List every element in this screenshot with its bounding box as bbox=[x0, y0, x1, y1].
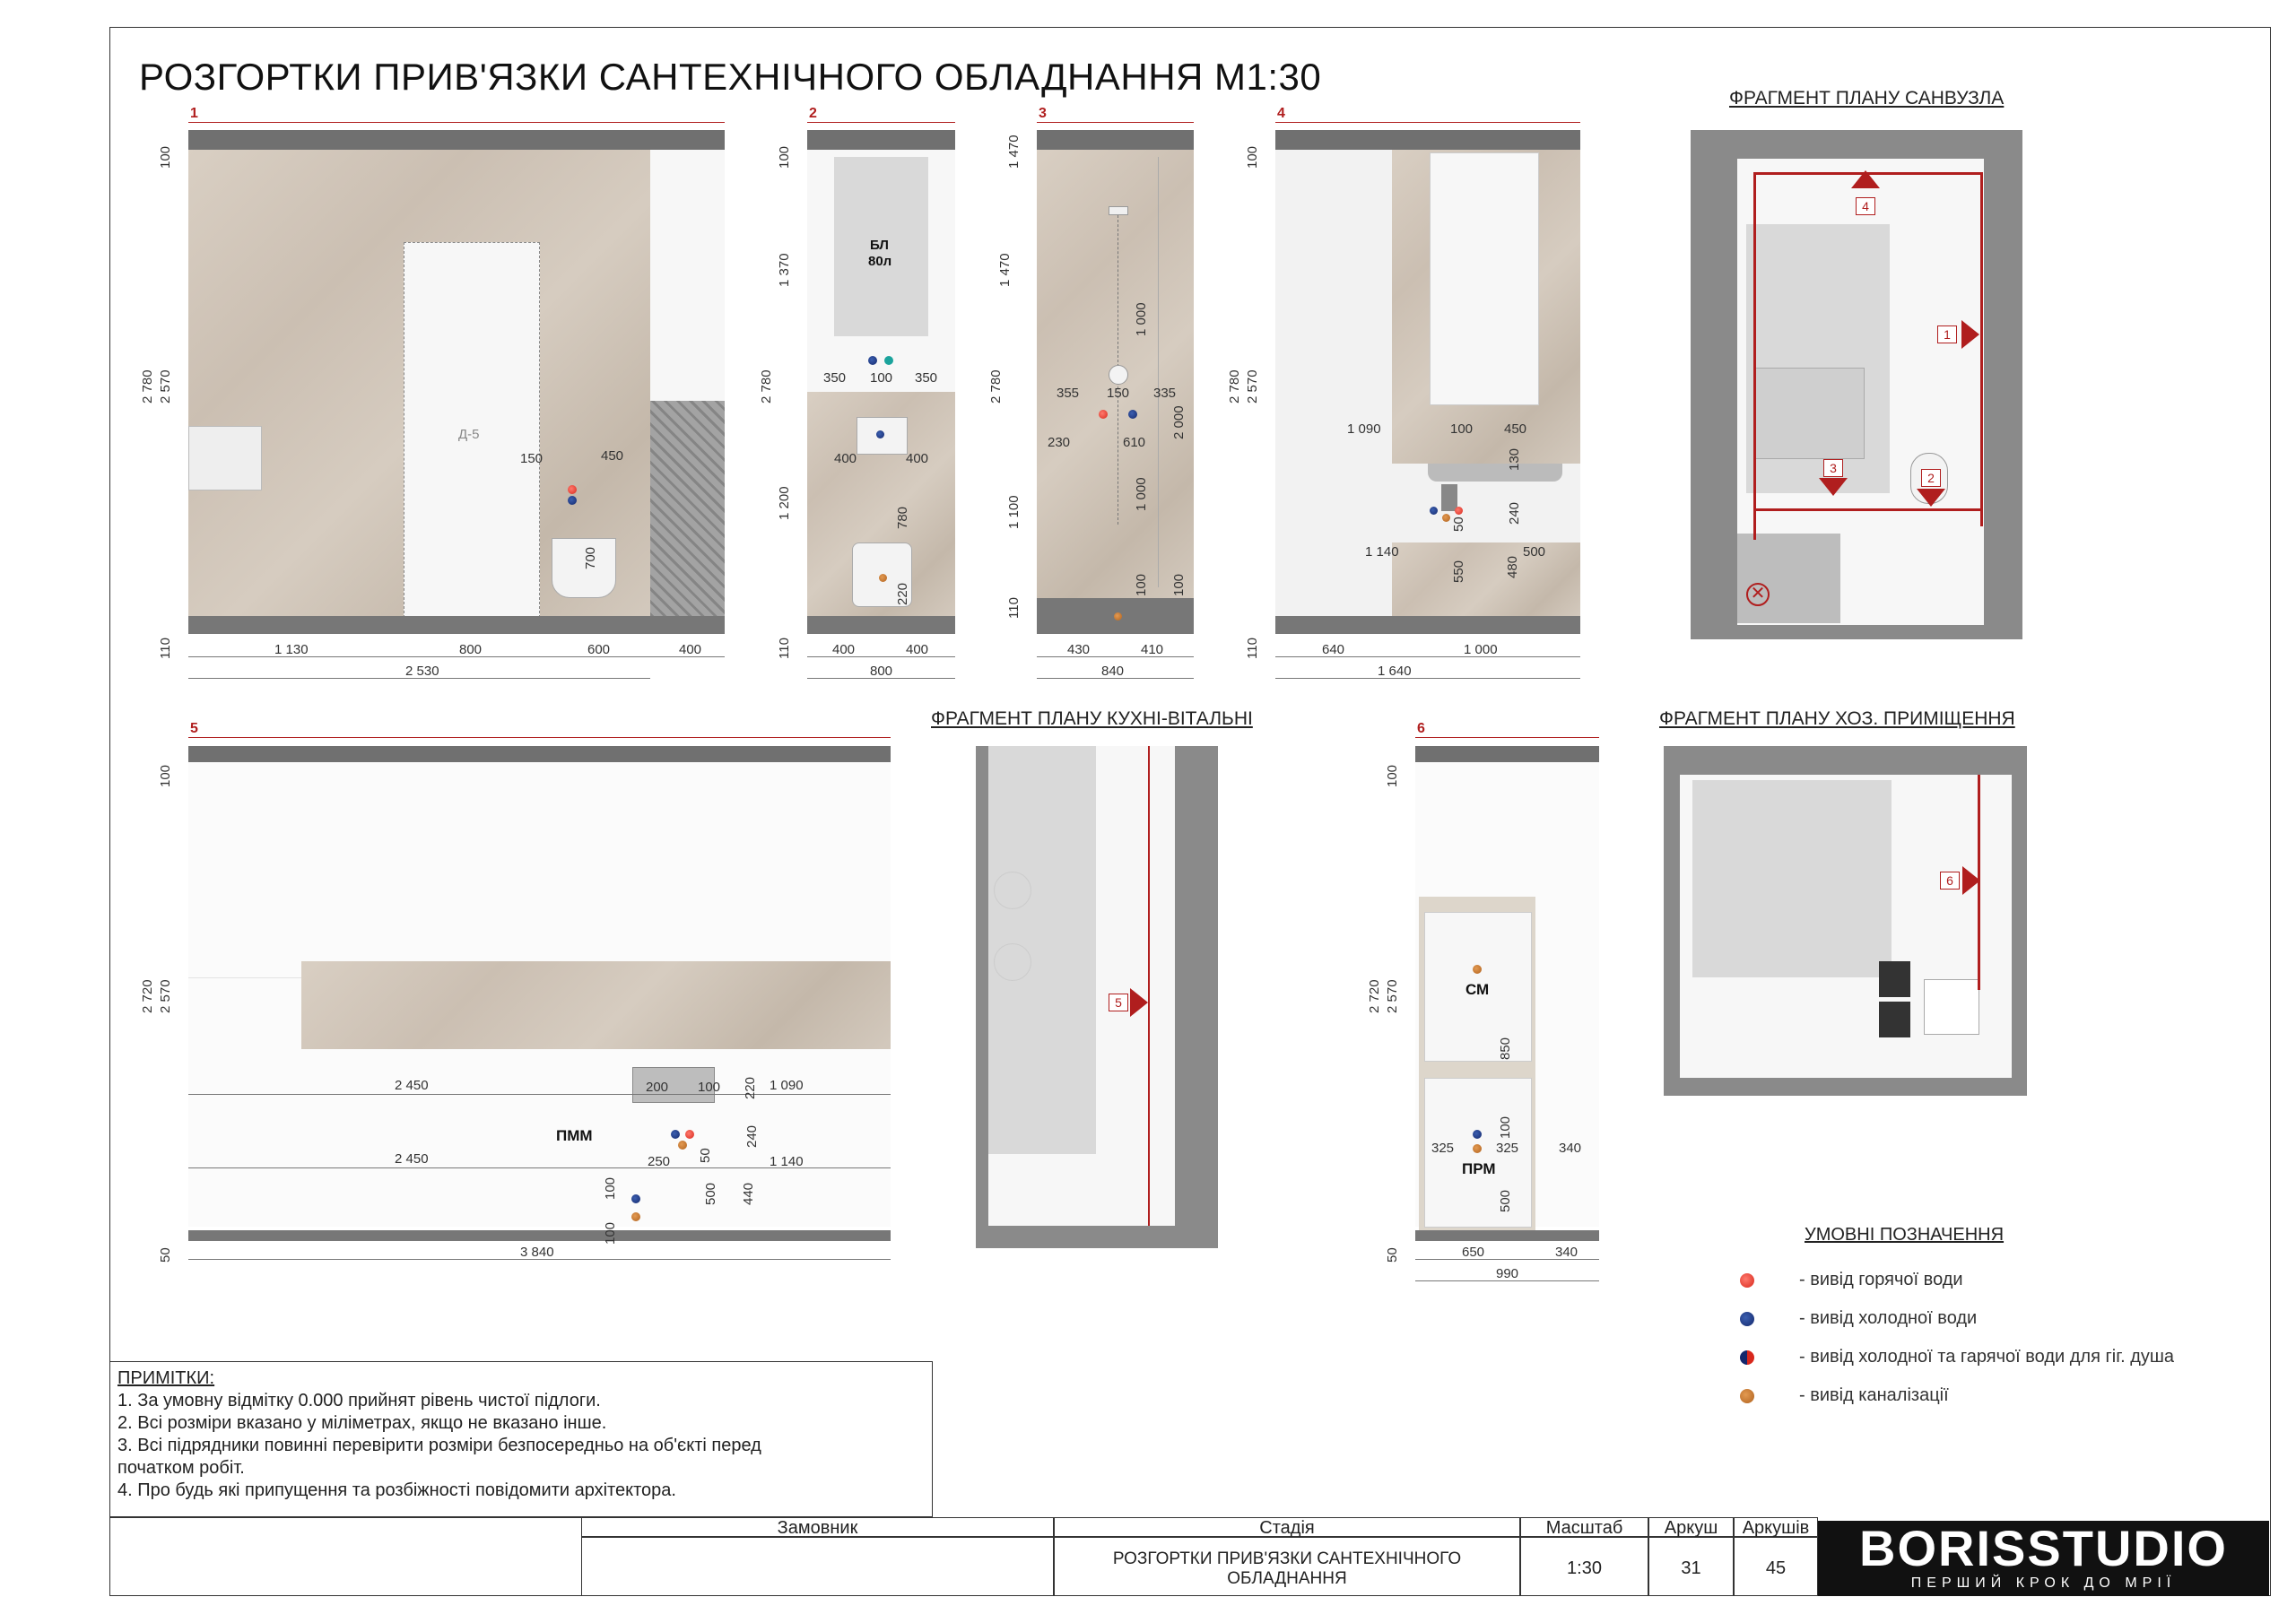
cold-water-outlet bbox=[631, 1194, 640, 1203]
e1-dim-400: 400 bbox=[679, 642, 702, 657]
boiler-outlet bbox=[884, 356, 893, 365]
e2-dim-800: 800 bbox=[870, 664, 893, 679]
legend-cold-label: - вивід холодної води bbox=[1799, 1308, 1978, 1328]
legend-sewer-label: - вивід каналізації bbox=[1799, 1385, 1949, 1405]
boiler-volume: 80л bbox=[868, 254, 892, 269]
e5-dim-2720: 2 720 bbox=[140, 979, 155, 1013]
e6-dim-2720: 2 720 bbox=[1367, 979, 1382, 1013]
ceiling-slab bbox=[1415, 746, 1599, 762]
dim-450: 450 bbox=[601, 448, 624, 464]
elevation-2 bbox=[807, 130, 955, 641]
dim-100b: 100 bbox=[1171, 573, 1187, 596]
boiler bbox=[834, 157, 928, 336]
dim-200: 200 bbox=[646, 1080, 669, 1095]
view-arrow-6 bbox=[1962, 866, 1980, 895]
dim-220: 220 bbox=[743, 1076, 758, 1099]
dim-240: 240 bbox=[1507, 501, 1522, 525]
floor-slab bbox=[1415, 1230, 1599, 1241]
dimline bbox=[1275, 656, 1580, 657]
plan-bathroom bbox=[1691, 130, 2022, 639]
e3-dim-1470b: 1 470 bbox=[997, 253, 1013, 287]
e4-dim-1000: 1 000 bbox=[1464, 642, 1498, 657]
washbasin bbox=[1428, 464, 1562, 482]
dim-150: 150 bbox=[520, 451, 544, 466]
dim-350a: 350 bbox=[823, 370, 847, 386]
e6-dim-340: 340 bbox=[1555, 1245, 1578, 1260]
view-arrow-3 bbox=[1819, 478, 1848, 496]
hot-water-outlet bbox=[1455, 507, 1463, 515]
note-line: 4. Про будь які припущення та розбіжності повідомити архітектора. bbox=[117, 1480, 676, 1500]
sewer-outlet bbox=[678, 1141, 687, 1150]
dim-130: 130 bbox=[1507, 447, 1522, 471]
e5-dim-3840: 3 840 bbox=[520, 1245, 554, 1260]
e2-dim-400b: 400 bbox=[906, 642, 929, 657]
e2-dim-100: 100 bbox=[777, 145, 792, 169]
sewer-outlet bbox=[631, 1212, 640, 1221]
e3-dim-110: 110 bbox=[1006, 597, 1022, 619]
lower-tile bbox=[1392, 542, 1580, 616]
plan-title-kitchen: ФРАГМЕНТ ПЛАНУ КУХНІ-ВІТАЛЬНІ bbox=[931, 708, 1253, 729]
e3-dim-430: 430 bbox=[1067, 642, 1091, 657]
dim-480: 480 bbox=[1505, 555, 1520, 578]
sewer-outlet bbox=[1473, 965, 1482, 974]
dim-1000a: 1 000 bbox=[1134, 302, 1149, 336]
legend-mix-label: - вивід холодної та гарячої води для гіг. душа bbox=[1799, 1347, 2175, 1367]
vanity bbox=[188, 426, 262, 490]
view-underline-1 bbox=[188, 122, 725, 123]
dimline bbox=[1037, 656, 1194, 657]
plan-utility bbox=[1664, 746, 2027, 1096]
ceiling-slab bbox=[188, 130, 725, 150]
dim-850: 850 bbox=[1498, 1037, 1513, 1060]
dim-50: 50 bbox=[1451, 516, 1466, 532]
appliance-icon bbox=[1879, 961, 1910, 997]
view-marker-6: 6 bbox=[1940, 872, 1960, 890]
riser-icon: ✕ bbox=[1746, 583, 1770, 606]
ceiling-slab bbox=[1275, 130, 1580, 150]
sewer-outlet bbox=[879, 574, 887, 582]
e3-dim-2780: 2 780 bbox=[988, 369, 1004, 404]
tb-sheet-value: 31 bbox=[1681, 1558, 1701, 1578]
e1-dim-1130: 1 130 bbox=[274, 642, 309, 657]
sewer-outlet bbox=[1114, 612, 1122, 621]
hot-water-outlet bbox=[568, 485, 577, 494]
e6-dim-650: 650 bbox=[1462, 1245, 1485, 1260]
e1-dim-800: 800 bbox=[459, 642, 483, 657]
e4-dim-100: 100 bbox=[1245, 145, 1260, 169]
tb-stage-head: Стадія bbox=[1259, 1518, 1315, 1538]
dim-100: 100 bbox=[870, 370, 893, 386]
logo-tagline: ПЕРШИЙ КРОК ДО МРІЇ bbox=[1910, 1575, 2177, 1591]
e2-dim-110: 110 bbox=[777, 638, 792, 659]
tb-customer-cell bbox=[581, 1537, 1054, 1596]
boiler-label: БЛ bbox=[870, 238, 889, 253]
dim-340a: 340 bbox=[1559, 1141, 1582, 1156]
logo-name: BORISSTUDIO bbox=[1859, 1520, 2228, 1576]
e1-dim-600: 600 bbox=[587, 642, 611, 657]
legend-sewer-icon bbox=[1740, 1389, 1754, 1403]
tb-sheet-head: Аркуш bbox=[1664, 1518, 1718, 1538]
shower-mixer bbox=[1109, 365, 1128, 385]
dim-100a: 100 bbox=[1134, 573, 1149, 596]
legend-hot-icon bbox=[1740, 1273, 1754, 1288]
upper-cabinets bbox=[188, 762, 891, 978]
wall-mark-line bbox=[1753, 172, 1756, 540]
dim-350b: 350 bbox=[915, 370, 938, 386]
e2-dim-1200: 1 200 bbox=[777, 486, 792, 520]
dim-100: 100 bbox=[1450, 421, 1474, 437]
e1-dim-100: 100 bbox=[158, 145, 173, 169]
washer-label: СМ bbox=[1465, 981, 1490, 998]
dim-2450a: 2 450 bbox=[395, 1078, 429, 1093]
dim-440: 440 bbox=[741, 1182, 756, 1205]
floor-slab bbox=[807, 616, 955, 634]
note-line: початком робіт. bbox=[117, 1458, 245, 1478]
floor-slab bbox=[188, 616, 725, 634]
wall-section bbox=[650, 401, 725, 616]
view-number-2: 2 bbox=[809, 106, 817, 121]
door-tag: Д-5 bbox=[458, 427, 480, 442]
wall-mark-line bbox=[1980, 172, 1983, 526]
floor-slab bbox=[1275, 616, 1580, 634]
e1-dim-2780: 2 780 bbox=[140, 369, 155, 404]
tb-sheets-head: Аркушів bbox=[1742, 1518, 1810, 1538]
elevation-1 bbox=[188, 130, 725, 641]
cold-water-outlet bbox=[1128, 410, 1137, 419]
floor-slab bbox=[188, 1230, 891, 1241]
e5-dim-2570: 2 570 bbox=[158, 979, 173, 1013]
dim-700: 700 bbox=[583, 546, 598, 569]
dimline bbox=[807, 656, 955, 657]
e1-dim-2570: 2 570 bbox=[158, 369, 173, 404]
note-line: 1. За умовну відмітку 0.000 прийнят рівень чистої підлоги. bbox=[117, 1391, 601, 1410]
e6-dim-50: 50 bbox=[1385, 1247, 1400, 1263]
e4-dim-2780: 2 780 bbox=[1227, 369, 1242, 404]
view-arrow-2 bbox=[1917, 489, 1945, 507]
ceiling-slab bbox=[1037, 130, 1194, 150]
dim-325b: 325 bbox=[1496, 1141, 1519, 1156]
dim-100: 100 bbox=[1498, 1115, 1513, 1139]
dimline bbox=[1275, 678, 1580, 679]
cold-water-outlet bbox=[1473, 1130, 1482, 1139]
ceiling-slab bbox=[807, 130, 955, 150]
view-marker-5: 5 bbox=[1109, 994, 1128, 1011]
dim-1090: 1 090 bbox=[770, 1078, 804, 1093]
dim-400a: 400 bbox=[834, 451, 857, 466]
tb-stage-value: РОЗГОРТКИ ПРИВ'ЯЗКИ САНТЕХНІЧНОГО ОБЛАДНАННЯ bbox=[1112, 1549, 1462, 1588]
dim-500: 500 bbox=[1523, 544, 1546, 560]
legend-mix-icon bbox=[1740, 1350, 1754, 1365]
legend-hot-label: - вивід горячої води bbox=[1799, 1270, 1963, 1289]
view-arrow-1 bbox=[1961, 320, 1979, 349]
e2-dim-400a: 400 bbox=[832, 642, 856, 657]
view-arrow-4 bbox=[1851, 170, 1880, 188]
e3-dim-840: 840 bbox=[1101, 664, 1125, 679]
dim-250: 250 bbox=[648, 1154, 671, 1169]
view-number-5: 5 bbox=[190, 721, 198, 736]
e6-dim-990: 990 bbox=[1496, 1266, 1519, 1281]
cold-water-outlet bbox=[671, 1130, 680, 1139]
hot-water-outlet bbox=[1099, 410, 1108, 419]
cooktop-burner bbox=[994, 872, 1031, 909]
hot-water-outlet bbox=[685, 1130, 694, 1139]
dim-1140: 1 140 bbox=[1365, 544, 1399, 560]
dim-1000b: 1 000 bbox=[1134, 477, 1149, 511]
dimline bbox=[188, 1094, 891, 1095]
sewer-outlet bbox=[1473, 1144, 1482, 1153]
mirror bbox=[1430, 152, 1539, 405]
view-underline-3 bbox=[1037, 122, 1194, 123]
dim-50: 50 bbox=[698, 1148, 713, 1163]
dimline bbox=[188, 656, 725, 657]
e4-dim-110: 110 bbox=[1245, 638, 1260, 659]
view-underline-5 bbox=[188, 737, 891, 738]
dim-325a: 325 bbox=[1431, 1141, 1455, 1156]
tb-scale-value: 1:30 bbox=[1567, 1558, 1602, 1578]
cooktop-burner bbox=[994, 943, 1031, 981]
dryer-label: ПРМ bbox=[1462, 1160, 1496, 1177]
wall-mark-line bbox=[1148, 746, 1150, 1226]
cold-water-outlet bbox=[1430, 507, 1438, 515]
elevation-4 bbox=[1275, 130, 1580, 641]
e4-dim-1640: 1 640 bbox=[1378, 664, 1412, 679]
dim-355: 355 bbox=[1057, 386, 1080, 401]
e4-dim-640: 640 bbox=[1322, 642, 1345, 657]
appliance-icon bbox=[1879, 1002, 1910, 1037]
note-line: 2. Всі розміри вказано у міліметрах, якщо не вказано інше. bbox=[117, 1413, 607, 1433]
view-number-1: 1 bbox=[190, 106, 198, 121]
notes-box bbox=[109, 1361, 933, 1517]
view-marker-4: 4 bbox=[1856, 197, 1875, 215]
dim-2000: 2 000 bbox=[1171, 405, 1187, 439]
view-marker-3: 3 bbox=[1823, 459, 1843, 477]
e5-dim-100: 100 bbox=[158, 764, 173, 787]
dim-240: 240 bbox=[744, 1124, 760, 1148]
legend-title: УМОВНІ ПОЗНАЧЕННЯ bbox=[1805, 1225, 2005, 1245]
cabinet bbox=[1924, 979, 1979, 1035]
tb-scale-head: Масштаб bbox=[1545, 1518, 1623, 1538]
dim-150: 150 bbox=[1107, 386, 1130, 401]
e4-dim-2570: 2 570 bbox=[1245, 369, 1260, 404]
tb-sheets-value: 45 bbox=[1765, 1558, 1787, 1578]
cold-water-outlet bbox=[868, 356, 877, 365]
dim-100a: 100 bbox=[603, 1176, 618, 1200]
view-number-6: 6 bbox=[1417, 721, 1425, 736]
shower-head bbox=[1109, 206, 1128, 215]
dim-230: 230 bbox=[1048, 435, 1071, 450]
dim-450: 450 bbox=[1504, 421, 1527, 437]
legend-cold-icon bbox=[1740, 1312, 1754, 1326]
sewer-outlet bbox=[1442, 514, 1450, 522]
utility-block bbox=[1737, 534, 1840, 623]
view-number-3: 3 bbox=[1039, 106, 1047, 121]
dim-100b: 100 bbox=[603, 1221, 618, 1245]
dim-400b: 400 bbox=[906, 451, 929, 466]
dim-2450b: 2 450 bbox=[395, 1151, 429, 1167]
plan-title-bathroom: ФРАГМЕНТ ПЛАНУ САНВУЗЛА bbox=[1729, 88, 2005, 108]
view-marker-1: 1 bbox=[1937, 325, 1957, 343]
dim-500: 500 bbox=[1498, 1189, 1513, 1212]
dim-550: 550 bbox=[1451, 560, 1466, 583]
shower-niche bbox=[1158, 157, 1186, 587]
view-marker-2: 2 bbox=[1921, 469, 1941, 487]
e6-dim-2570: 2 570 bbox=[1385, 979, 1400, 1013]
dim-500: 500 bbox=[703, 1182, 718, 1205]
e3-dim-410: 410 bbox=[1141, 642, 1164, 657]
e5-dim-50: 50 bbox=[158, 1247, 173, 1263]
wall-mark-line bbox=[1753, 508, 1982, 511]
elevation-6 bbox=[1415, 746, 1599, 1248]
upper-wall bbox=[650, 150, 725, 401]
note-line: 3. Всі підрядники повинні перевірити розміри безпосередньо на об'єкті перед bbox=[117, 1436, 761, 1455]
dim-335: 335 bbox=[1153, 386, 1177, 401]
view-underline-2 bbox=[807, 122, 955, 123]
cold-water-outlet bbox=[568, 496, 577, 505]
dim-610: 610 bbox=[1123, 435, 1146, 450]
studio-logo bbox=[1818, 1521, 2269, 1596]
backsplash bbox=[301, 961, 891, 1049]
dim-220: 220 bbox=[895, 582, 910, 605]
e3-dim-1470: 1 470 bbox=[1006, 135, 1022, 169]
ceiling-slab bbox=[188, 746, 891, 762]
dim-780: 780 bbox=[895, 506, 910, 529]
door-opening bbox=[404, 242, 540, 618]
view-arrow-5 bbox=[1130, 988, 1148, 1017]
cold-water-outlet bbox=[876, 430, 884, 438]
dishwasher-label: ПММ bbox=[556, 1127, 593, 1144]
e6-dim-100: 100 bbox=[1385, 764, 1400, 787]
plan-kitchen bbox=[976, 746, 1218, 1248]
e3-dim-1100: 1 100 bbox=[1006, 495, 1022, 529]
dim-1140: 1 140 bbox=[770, 1154, 804, 1169]
elevation-3 bbox=[1037, 130, 1194, 641]
storage-area bbox=[1692, 780, 1892, 977]
view-number-4: 4 bbox=[1277, 106, 1285, 121]
plan-title-utility: ФРАГМЕНТ ПЛАНУ ХОЗ. ПРИМІЩЕННЯ bbox=[1659, 708, 2015, 729]
e1-dim-2530: 2 530 bbox=[405, 664, 439, 679]
elevation-5 bbox=[188, 746, 891, 1248]
dim-100: 100 bbox=[698, 1080, 721, 1095]
dim-1090: 1 090 bbox=[1347, 421, 1381, 437]
tb-customer-head: Замовник bbox=[777, 1518, 858, 1538]
e2-dim-2780: 2 780 bbox=[759, 369, 774, 404]
view-underline-4 bbox=[1275, 122, 1580, 123]
notes-title: ПРИМІТКИ: bbox=[117, 1368, 215, 1388]
shower-tray bbox=[1755, 368, 1865, 459]
e1-dim-110: 110 bbox=[158, 638, 173, 659]
e2-dim-1370: 1 370 bbox=[777, 253, 792, 287]
view-underline-6 bbox=[1415, 737, 1599, 738]
page-title: РОЗГОРТКИ ПРИВ'ЯЗКИ САНТЕХНІЧНОГО ОБЛАДНАННЯ М1:30 bbox=[139, 56, 1322, 98]
